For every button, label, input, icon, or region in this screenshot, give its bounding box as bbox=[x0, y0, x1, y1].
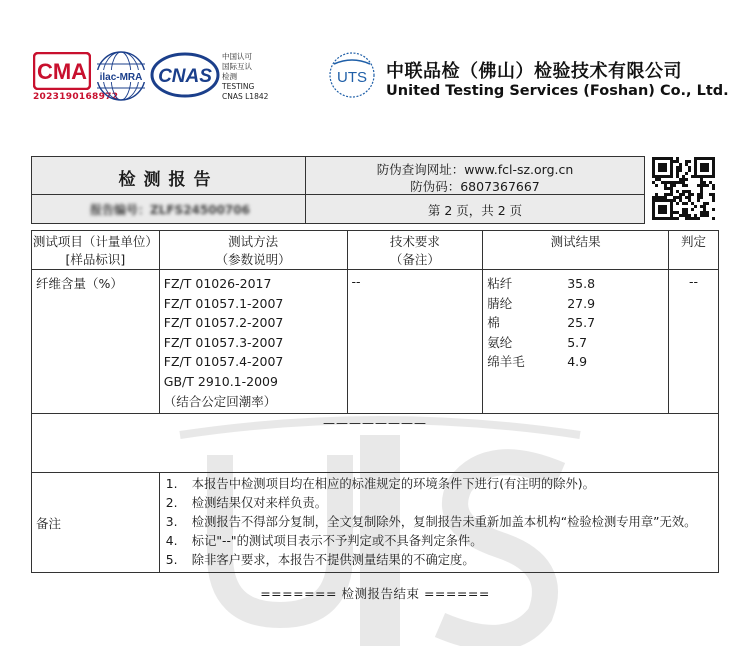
separator-row bbox=[32, 414, 719, 473]
verification-code: 防伪码：6807367667 bbox=[410, 179, 540, 194]
test-method-cell bbox=[159, 270, 347, 414]
note-item bbox=[160, 513, 718, 532]
cnas-accreditation-text bbox=[222, 52, 268, 102]
header-text: 技术要求 bbox=[389, 234, 440, 249]
cnas-line: TESTING bbox=[222, 82, 255, 91]
fiber-value: 35.8 bbox=[567, 276, 596, 291]
notes-cell bbox=[159, 473, 718, 573]
fiber-name: 腈纶 bbox=[487, 295, 513, 311]
uts-mark: UTS bbox=[337, 69, 367, 86]
verification-cell bbox=[306, 157, 644, 195]
fiber-result bbox=[487, 333, 668, 353]
fiber-name: 粘纤 bbox=[487, 276, 513, 291]
fiber-value: 5.7 bbox=[567, 334, 588, 350]
fiber-result bbox=[487, 294, 668, 314]
separator-line: ———————— bbox=[32, 414, 719, 473]
cma-logo bbox=[33, 52, 91, 90]
header-technical-requirement bbox=[347, 231, 483, 270]
result-cell bbox=[483, 270, 669, 414]
table-header-row bbox=[32, 231, 719, 270]
note-number: 5. bbox=[165, 553, 178, 567]
report-title: 检测报告 bbox=[118, 170, 219, 190]
header-test-method bbox=[159, 231, 347, 270]
verdict-cell: -- bbox=[669, 270, 719, 414]
lab-name-english: United Testing Services (Foshan) Co., Ltd. bbox=[386, 83, 729, 99]
note-number: 2. bbox=[165, 496, 178, 510]
fiber-value: 27.9 bbox=[567, 295, 596, 311]
uts-logo bbox=[328, 50, 376, 100]
requirement-cell: -- bbox=[347, 270, 483, 414]
method-line: FZ/T 01057.1-2007 bbox=[163, 295, 284, 311]
method-line: FZ/T 01026-2017 bbox=[163, 276, 272, 291]
note-text: 除非客户要求，本报告不提供测量结果的不确定度。 bbox=[191, 553, 475, 567]
note-number: 4. bbox=[165, 534, 178, 548]
table-row bbox=[32, 270, 719, 414]
note-text: 检测结果仅对来样负责。 bbox=[191, 496, 328, 510]
header-test-result bbox=[483, 231, 669, 270]
fiber-result bbox=[487, 274, 668, 294]
cnas-line: 国际互认 bbox=[222, 62, 252, 71]
header-text: [样品标识] bbox=[65, 252, 126, 267]
fiber-name: 绵羊毛 bbox=[487, 354, 525, 370]
verification-url: 防伪查询网址：www.fcl-sz.org.cn bbox=[376, 162, 574, 177]
header-text: 测试项目（计量单位） bbox=[32, 234, 158, 249]
cnas-line: 中国认可 bbox=[222, 52, 252, 61]
fiber-value: 25.7 bbox=[567, 315, 596, 331]
header-text: （参数说明） bbox=[215, 252, 291, 267]
note-item bbox=[160, 532, 718, 551]
ilac-mra-logo bbox=[93, 50, 149, 102]
lab-name-chinese: 中联品检（佛山）检验技术有限公司 bbox=[386, 61, 682, 82]
report-info-table bbox=[31, 156, 645, 224]
cnas-mark: CNAS bbox=[158, 66, 212, 87]
fiber-name: 氨纶 bbox=[487, 334, 513, 350]
test-results-table bbox=[31, 230, 719, 573]
method-line: FZ/T 01057.4-2007 bbox=[163, 354, 284, 370]
method-line: FZ/T 01057.2-2007 bbox=[163, 315, 284, 331]
note-item bbox=[160, 494, 718, 513]
header-text: 测试结果 bbox=[550, 234, 601, 249]
method-line: （结合公定回潮率） bbox=[163, 393, 277, 409]
note-item bbox=[160, 475, 718, 494]
fiber-result bbox=[487, 313, 668, 333]
ilac-mark: ilac-MRA bbox=[99, 72, 143, 83]
cnas-line: CNAS L1842 bbox=[222, 92, 269, 101]
header-text: 判定 bbox=[681, 234, 707, 249]
cma-mark: CMA bbox=[36, 59, 88, 84]
report-title-cell bbox=[32, 157, 306, 195]
qr-code-icon[interactable] bbox=[651, 156, 715, 220]
header-verdict bbox=[669, 231, 719, 270]
method-line: FZ/T 01057.3-2007 bbox=[163, 334, 284, 350]
header-text: （备注） bbox=[389, 252, 440, 267]
note-item bbox=[160, 551, 718, 570]
report-number-cell bbox=[32, 195, 306, 223]
cma-certificate-code: 2023190168972 bbox=[33, 92, 119, 102]
cnas-line: 检测 bbox=[222, 72, 237, 81]
note-number: 3. bbox=[165, 515, 178, 529]
notes-row bbox=[32, 473, 719, 573]
note-text: 检测报告不得部分复制，全文复制除外，复制报告未重新加盖本机构“检验检测专用章”无效。 bbox=[191, 515, 697, 529]
notes-label: 备注 bbox=[32, 473, 160, 573]
report-number: 报告编号：ZLFS24500706 bbox=[90, 203, 250, 217]
fiber-value: 4.9 bbox=[567, 354, 588, 370]
cnas-logo bbox=[150, 52, 220, 98]
test-item-cell: 纤维含量（%） bbox=[32, 270, 160, 414]
page-number-cell bbox=[306, 195, 644, 223]
note-number: 1. bbox=[165, 477, 178, 491]
note-text: 本报告中检测项目均在相应的标准规定的环境条件下进行(有注明的除外)。 bbox=[191, 477, 595, 491]
page-number: 第 2 页，共 2 页 bbox=[427, 203, 523, 218]
header-test-item bbox=[32, 231, 160, 270]
report-end-marker: ======= 检测报告结束 ====== bbox=[260, 586, 490, 601]
fiber-name: 棉 bbox=[487, 315, 500, 331]
method-line: GB/T 2910.1-2009 bbox=[163, 373, 278, 389]
fiber-result bbox=[487, 352, 668, 372]
note-text: 标记"--"的测试项目表示不予判定或不具备判定条件。 bbox=[191, 534, 483, 548]
header-text: 测试方法 bbox=[228, 234, 279, 249]
